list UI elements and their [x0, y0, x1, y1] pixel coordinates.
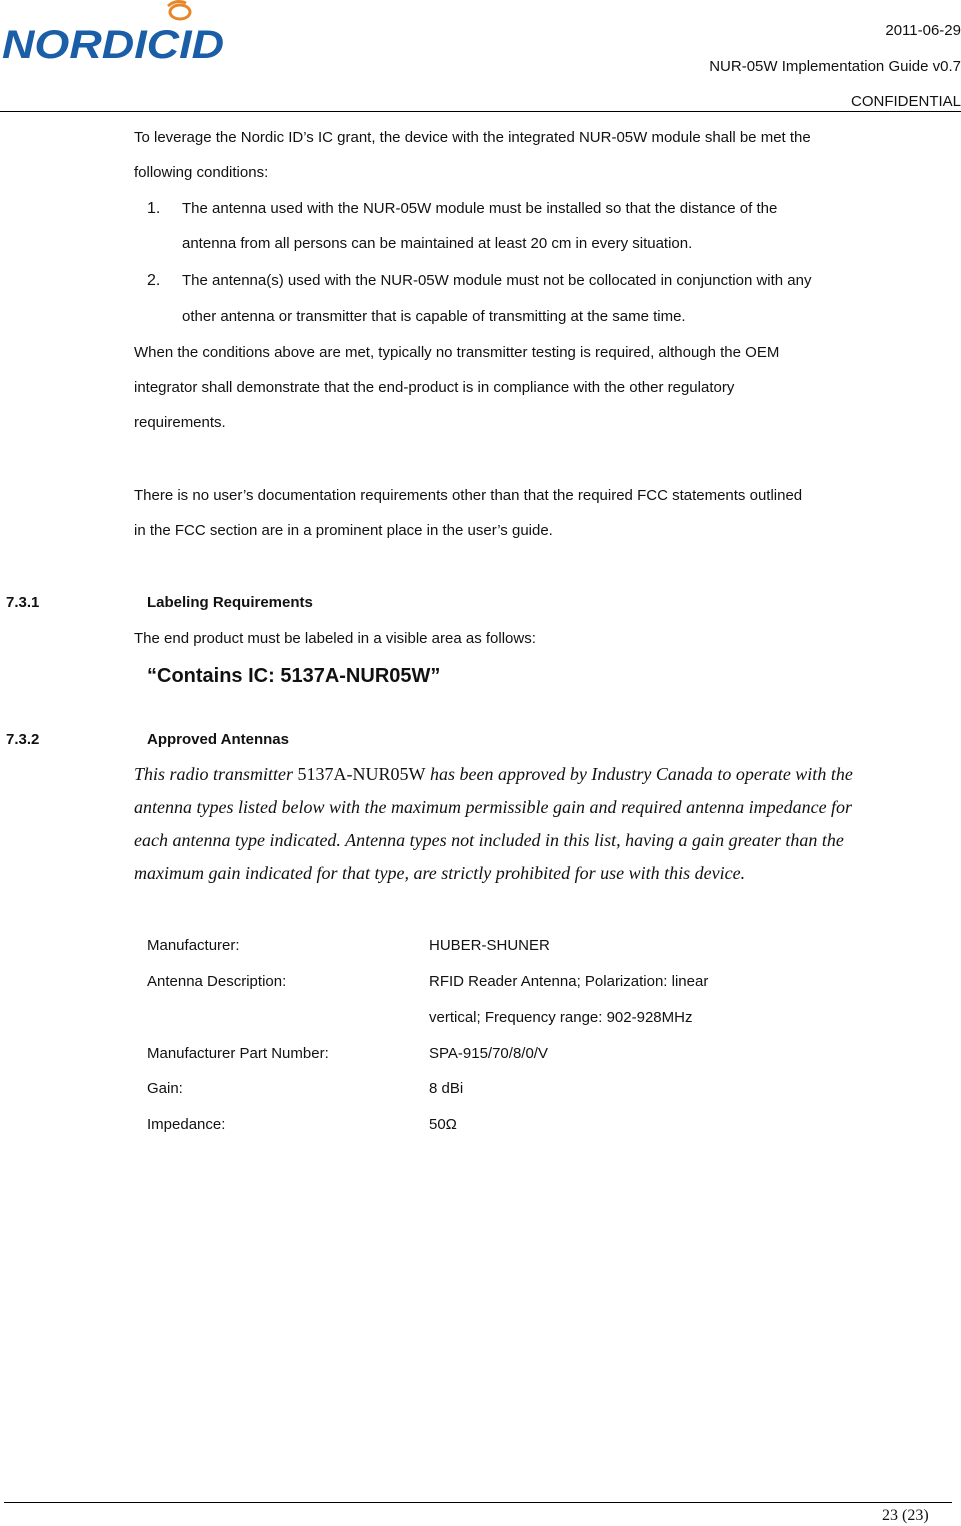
section-732-title: Approved Antennas	[147, 731, 289, 748]
conditions-note-line-2: integrator shall demonstrate that the end-product is in compliance with the other regulatory	[134, 379, 735, 396]
section-731-body: The end product must be labeled in a visible area as follows:	[134, 630, 536, 647]
section-731-number: 7.3.1	[6, 594, 40, 611]
part-number-value: SPA-915/70/8/0/V	[429, 1045, 548, 1062]
header-rule	[0, 111, 961, 112]
gain-label: Gain:	[147, 1080, 183, 1097]
section-732-line-1: This radio transmitter 5137A-NUR05W has been approved by Industry Canada to operate with the	[134, 764, 853, 784]
section-732-number: 7.3.2	[6, 731, 40, 748]
header-classification: CONFIDENTIAL	[850, 93, 961, 110]
header-doc-title: NUR-05W Implementation Guide v0.7	[709, 58, 961, 75]
page-number: 23 (23)	[882, 1507, 929, 1524]
description-value-line-1: RFID Reader Antenna; Polarization: linear	[429, 973, 709, 990]
section-732-line-4: maximum gain indicated for that type, are strictly prohibited for use with this device.	[134, 863, 746, 883]
conditions-note-line-1: When the conditions above are met, typically no transmitter testing is required, although the OEM	[134, 344, 780, 361]
logo-wordmark: NORDICID	[2, 23, 225, 64]
conditions-note-line-3: requirements.	[134, 414, 226, 431]
section-732-line-3: each antenna type indicated. Antenna types not included in this list, having a gain greater than the	[134, 830, 844, 850]
condition-2-line-1: The antenna(s) used with the NUR-05W module must not be collocated in conjunction with any	[182, 272, 812, 289]
condition-2-number: 2.	[147, 272, 161, 289]
model-number: 5137A-NUR05W	[297, 764, 426, 784]
section-732-line-2: antenna types listed below with the maximum permissible gain and required antenna impedance for	[134, 797, 853, 817]
gain-value: 8 dBi	[429, 1080, 464, 1097]
company-logo	[0, 0, 228, 64]
condition-1-line-2: antenna from all persons can be maintained at least 20 cm in every situation.	[182, 235, 693, 252]
user-doc-line-1: There is no user’s documentation requirements other than that the required FCC statements outlined	[134, 487, 803, 504]
intro-line-2: following conditions:	[134, 164, 269, 181]
description-value-line-2: vertical; Frequency range: 902-928MHz	[429, 1009, 693, 1026]
part-number-label: Manufacturer Part Number:	[147, 1045, 329, 1062]
impedance-label: Impedance:	[147, 1116, 226, 1133]
manufacturer-value: HUBER-SHUNER	[429, 937, 550, 954]
logo-swirl-icon	[168, 2, 190, 19]
condition-1-line-1: The antenna used with the NUR-05W module must be installed so that the distance of the	[182, 200, 778, 217]
ic-label-text: “Contains IC: 5137A-NUR05W”	[147, 665, 441, 687]
header-date: 2011-06-29	[885, 22, 961, 39]
section-731-title: Labeling Requirements	[147, 594, 313, 611]
description-label: Antenna Description:	[147, 973, 287, 990]
footer-rule	[4, 1502, 952, 1503]
condition-1-number: 1.	[147, 200, 161, 217]
condition-2-line-2: other antenna or transmitter that is capable of transmitting at the same time.	[182, 308, 686, 325]
impedance-value: 50Ω	[429, 1116, 457, 1133]
intro-line-1: To leverage the Nordic ID’s IC grant, the device with the integrated NUR-05W module shall be met the	[134, 129, 811, 146]
user-doc-line-2: in the FCC section are in a prominent place in the user’s guide.	[134, 522, 553, 539]
manufacturer-label: Manufacturer:	[147, 937, 240, 954]
